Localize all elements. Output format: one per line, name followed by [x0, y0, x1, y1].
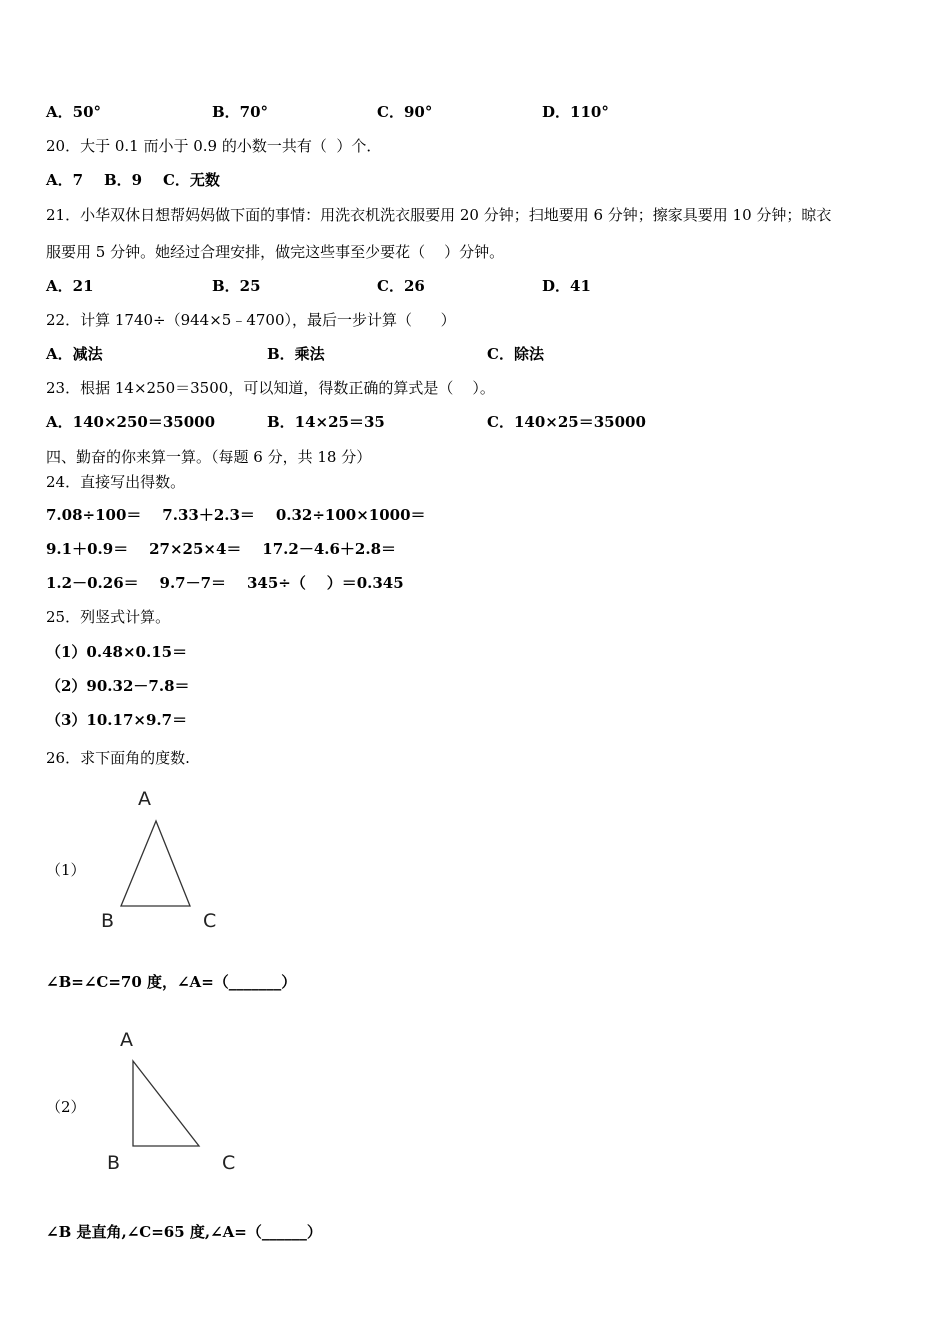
- q21-option-d: D．41: [542, 277, 591, 295]
- q23-stem: 23．根据 14×250＝3500，可以知道，得数正确的算式是（ ）。: [46, 379, 495, 397]
- q23-option-a: A．140×250＝35000: [46, 413, 216, 431]
- fig1-vertex-c: C: [203, 910, 217, 932]
- q25-item-1: （1）0.48×0.15＝: [46, 643, 188, 661]
- q24-row-3: 1.2－0.26＝ 9.7－7＝ 345÷（ ）＝0.345: [46, 574, 404, 592]
- q25-item-3: （3）10.17×9.7＝: [46, 711, 188, 729]
- q22-stem: 22．计算 1740÷（944×5﹣4700），最后一步计算（ ）: [46, 311, 456, 329]
- q19-option-a: A．50°: [46, 103, 102, 121]
- q23-option-b: B．14×25＝35: [267, 413, 385, 431]
- q21-option-a: A．21: [46, 277, 94, 295]
- q19-option-d: D．110°: [542, 103, 609, 121]
- q24-row-2: 9.1＋0.9＝ 27×25×4＝ 17.2－4.6＋2.8＝: [46, 540, 397, 558]
- q24-stem: 24．直接写出得数。: [46, 473, 186, 491]
- q26-fig2-answer: ∠B 是直角,∠C=65 度,∠A=（______）: [46, 1223, 322, 1241]
- q26-fig2-label: （2）: [46, 1098, 86, 1116]
- q25-item-2: （2）90.32－7.8＝: [46, 677, 190, 695]
- q26-stem: 26．求下面角的度数.: [46, 749, 190, 767]
- q23-option-c: C．140×25＝35000: [487, 413, 646, 431]
- q21-option-c: C．26: [377, 277, 425, 295]
- fig2-vertex-b: B: [107, 1152, 121, 1174]
- q22-option-b: B．乘法: [267, 345, 325, 363]
- q22-option-a: A．减法: [46, 345, 103, 363]
- q25-stem: 25．列竖式计算。: [46, 608, 171, 626]
- q19-option-b: B．70°: [212, 103, 269, 121]
- fig1-vertex-a: A: [138, 788, 151, 810]
- q26-fig1-label: （1）: [46, 861, 86, 879]
- q21-option-b: B．25: [212, 277, 261, 295]
- q21-stem-line2: 服要用 5 分钟。她经过合理安排，做完这些事至少要花（ ）分钟。: [46, 243, 505, 261]
- fig1-vertex-b: B: [101, 910, 115, 932]
- section4-title: 四、勤奋的你来算一算。（每题 6 分，共 18 分）: [46, 448, 372, 466]
- q26-fig1-answer: ∠B=∠C=70 度，∠A=（_______）: [46, 973, 297, 991]
- fig2-vertex-c: C: [222, 1152, 236, 1174]
- q19-option-c: C．90°: [377, 103, 433, 121]
- q21-stem-line1: 21．小华双休日想帮妈妈做下面的事情：用洗衣机洗衣服要用 20 分钟；扫地要用 6 分钟；擦家具要用 10 分钟；晾衣: [46, 206, 832, 224]
- q20-options: A．7 B．9 C．无数: [46, 171, 220, 189]
- q24-row-1: 7.08÷100＝ 7.33＋2.3＝ 0.32÷100×1000＝: [46, 506, 426, 524]
- q22-option-c: C．除法: [487, 345, 544, 363]
- q20-stem: 20．大于 0.1 而小于 0.9 的小数一共有（ ）个．: [46, 137, 382, 155]
- fig2-vertex-a: A: [120, 1029, 133, 1051]
